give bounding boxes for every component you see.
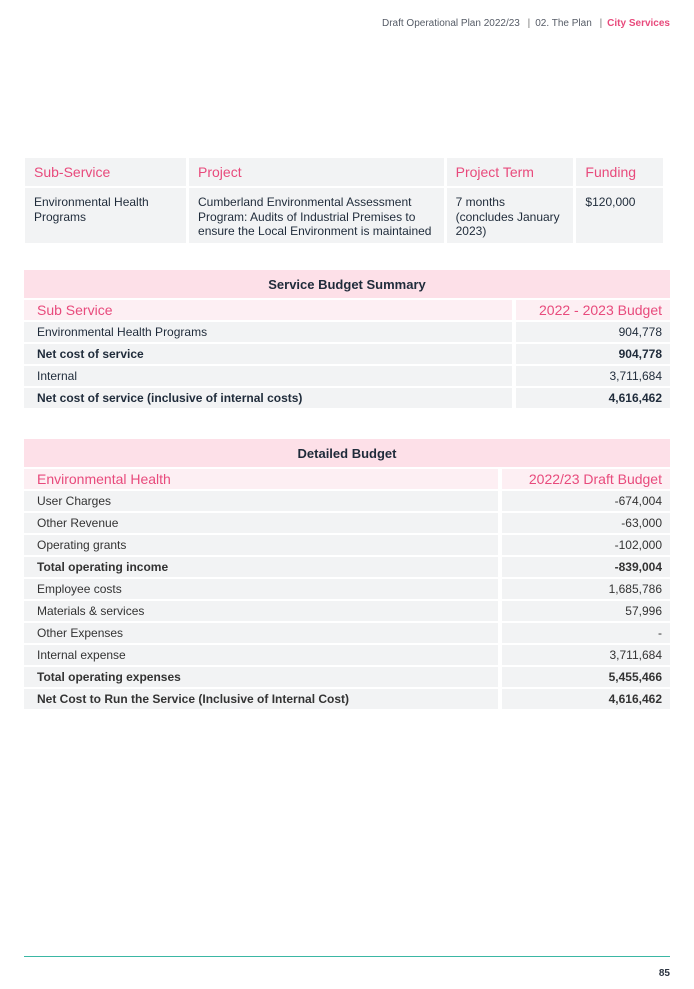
row-label: Net Cost to Run the Service (Inclusive of Internal Cost) — [24, 689, 498, 709]
row-label: Total operating income — [24, 557, 498, 577]
row-label: User Charges — [24, 491, 498, 511]
table-title: Service Budget Summary — [24, 270, 670, 298]
row-value: -839,004 — [498, 557, 670, 577]
section-name: 02. The Plan — [535, 18, 592, 29]
row-label: Materials & services — [24, 601, 498, 621]
table-row — [24, 366, 670, 386]
page-header — [382, 18, 670, 29]
header-separator: | — [599, 18, 603, 29]
page-number: 85 — [658, 968, 670, 979]
table-row — [25, 188, 663, 243]
row-value: 4,616,462 — [498, 689, 670, 709]
table-header-row — [24, 469, 670, 489]
row-label: Other Revenue — [24, 513, 498, 533]
row-label: Other Expenses — [24, 623, 498, 643]
table-row — [24, 579, 670, 599]
footer-divider — [24, 956, 670, 957]
cell-sub-service: Environmental Health Programs — [25, 188, 186, 243]
cell-funding: $120,000 — [576, 188, 663, 243]
table-row — [24, 491, 670, 511]
table-row — [24, 601, 670, 621]
row-label: Net cost of service — [24, 344, 512, 364]
row-value: 57,996 — [498, 601, 670, 621]
row-value: 3,711,684 — [512, 366, 670, 386]
row-value: -63,000 — [498, 513, 670, 533]
column-header-project: Project — [189, 158, 444, 186]
service-budget-summary-table — [24, 268, 670, 410]
table-row — [24, 623, 670, 643]
column-header-sub-service: Sub Service — [24, 300, 512, 320]
table-row — [24, 645, 670, 665]
project-table-header — [25, 158, 663, 186]
table-row — [24, 557, 670, 577]
row-label: Employee costs — [24, 579, 498, 599]
row-value: 904,778 — [512, 344, 670, 364]
row-value: 5,455,466 — [498, 667, 670, 687]
column-header-draft-budget: 2022/23 Draft Budget — [498, 469, 670, 489]
chapter-name: City Services — [607, 18, 670, 29]
detailed-budget-table — [24, 437, 670, 711]
row-value: 3,711,684 — [498, 645, 670, 665]
column-header-project-term: Project Term — [447, 158, 574, 186]
document-title: Draft Operational Plan 2022/23 — [381, 18, 520, 29]
column-header-environmental-health: Environmental Health — [24, 469, 498, 489]
cell-project: Cumberland Environmental Assessment Program: Audits of Industrial Premises to ensure the Local Environment is maintained — [189, 188, 444, 243]
row-label: Operating grants — [24, 535, 498, 555]
table-row — [24, 513, 670, 533]
row-label: Net cost of service (inclusive of internal costs) — [24, 388, 512, 408]
column-header-funding: Funding — [576, 158, 663, 186]
row-label: Internal — [24, 366, 512, 386]
row-value: - — [498, 623, 670, 643]
table-row — [24, 689, 670, 709]
table-row — [24, 344, 670, 364]
table-title-row — [24, 270, 670, 298]
row-value: 1,685,786 — [498, 579, 670, 599]
table-header-row — [24, 300, 670, 320]
table-row — [24, 667, 670, 687]
project-table — [22, 156, 666, 245]
row-label: Internal expense — [24, 645, 498, 665]
table-title: Detailed Budget — [24, 439, 670, 467]
row-label: Environmental Health Programs — [24, 322, 512, 342]
row-value: -674,004 — [498, 491, 670, 511]
header-separator: | — [527, 18, 531, 29]
row-value: 904,778 — [512, 322, 670, 342]
table-row — [24, 388, 670, 408]
row-value: 4,616,462 — [512, 388, 670, 408]
table-row — [24, 322, 670, 342]
column-header-budget: 2022 - 2023 Budget — [512, 300, 670, 320]
table-title-row — [24, 439, 670, 467]
row-value: -102,000 — [498, 535, 670, 555]
column-header-sub-service: Sub-Service — [25, 158, 186, 186]
cell-project-term: 7 months (concludes January 2023) — [447, 188, 574, 243]
row-label: Total operating expenses — [24, 667, 498, 687]
table-row — [24, 535, 670, 555]
